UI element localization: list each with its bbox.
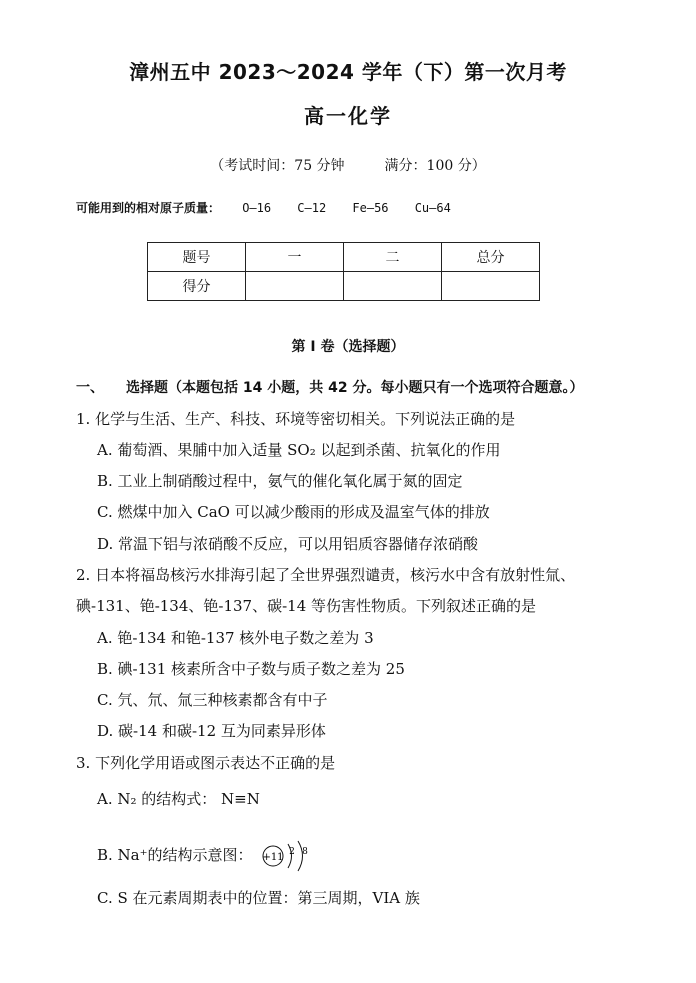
question-3-stem: 3. 下列化学用语或图示表达不正确的是 bbox=[76, 754, 336, 772]
part-number: 一、 bbox=[76, 380, 104, 396]
question-2-stem-cont: 碘-131、铯-134、铯-137、碳-14 等伤害性物质。下列叙述正确的是 bbox=[76, 597, 537, 615]
electron-shell-2-count: 8 bbox=[302, 847, 309, 857]
question-2-option-b: B. 碘-131 核素所含中子数与质子数之差为 25 bbox=[97, 660, 405, 678]
exam-title: 漳州五中 2023～2024 学年（下）第一次月考 bbox=[129, 60, 567, 84]
question-3-option-b bbox=[97, 838, 319, 874]
exam-info bbox=[0, 155, 696, 175]
score-header-cell: 题号 bbox=[148, 243, 246, 272]
section-title: 第 I 卷（选择题） bbox=[291, 339, 405, 355]
atomic-mass-cu: Cu—64 bbox=[414, 201, 451, 215]
na-ion-structure-diagram bbox=[261, 838, 319, 874]
question-2-option-a: A. 铯-134 和铯-137 核外电子数之差为 3 bbox=[97, 629, 374, 647]
question-2-option-c: C. 氕、氘、氚三种核素都含有中子 bbox=[97, 691, 328, 709]
score-header-cell: 总分 bbox=[442, 243, 540, 272]
full-score: 满分：100 分） bbox=[384, 158, 486, 174]
part-description: 选择题（本题包括 14 小题，共 42 分。每小题只有一个选项符合题意。） bbox=[126, 380, 584, 396]
score-cell bbox=[442, 272, 540, 301]
subject-title: 高一化学 bbox=[304, 104, 392, 128]
score-table-header-row bbox=[148, 243, 540, 272]
score-row-label: 得分 bbox=[148, 272, 246, 301]
score-cell bbox=[344, 272, 442, 301]
score-table-score-row bbox=[148, 272, 540, 301]
atomic-mass-o: O—16 bbox=[242, 201, 272, 215]
score-cell bbox=[246, 272, 344, 301]
question-1-option-a: A. 葡萄酒、果脯中加入适量 SO₂ 以起到杀菌、抗氧化的作用 bbox=[97, 441, 501, 459]
question-3-option-c: C. S 在元素周期表中的位置：第三周期，VIA 族 bbox=[97, 889, 420, 907]
nucleus-charge: +11 bbox=[262, 852, 284, 863]
score-header-cell: 二 bbox=[344, 243, 442, 272]
atomic-mass-fe: Fe—56 bbox=[352, 201, 389, 215]
question-1-option-c: C. 燃煤中加入 CaO 可以减少酸雨的形成及温室气体的排放 bbox=[97, 503, 490, 521]
exam-time: （考试时间：75 分钟 bbox=[210, 158, 345, 174]
part-heading bbox=[76, 377, 583, 397]
question-3-option-a: A. N₂ 的结构式： N≡N bbox=[97, 790, 260, 808]
score-table bbox=[147, 242, 540, 301]
question-1-option-d: D. 常温下铝与浓硝酸不反应，可以用铝质容器储存浓硝酸 bbox=[97, 535, 479, 553]
score-header-cell: 一 bbox=[246, 243, 344, 272]
question-3-option-b-text: B. Na⁺的结构示意图： bbox=[97, 846, 253, 864]
atomic-mass-label: 可能用到的相对原子质量： bbox=[76, 201, 221, 215]
atomic-mass-c: C—12 bbox=[297, 201, 327, 215]
electron-shell-1-count: 2 bbox=[289, 847, 296, 857]
question-2-option-d: D. 碳-14 和碳-12 互为同素异形体 bbox=[97, 722, 326, 740]
atomic-mass-line bbox=[76, 199, 473, 216]
question-1-stem: 1. 化学与生活、生产、科技、环境等密切相关。下列说法正确的是 bbox=[76, 410, 516, 428]
question-2-stem: 2. 日本将福岛核污水排海引起了全世界强烈谴责，核污水中含有放射性氚、 bbox=[76, 566, 576, 584]
question-1-option-b: B. 工业上制硝酸过程中，氨气的催化氧化属于氮的固定 bbox=[97, 472, 463, 490]
